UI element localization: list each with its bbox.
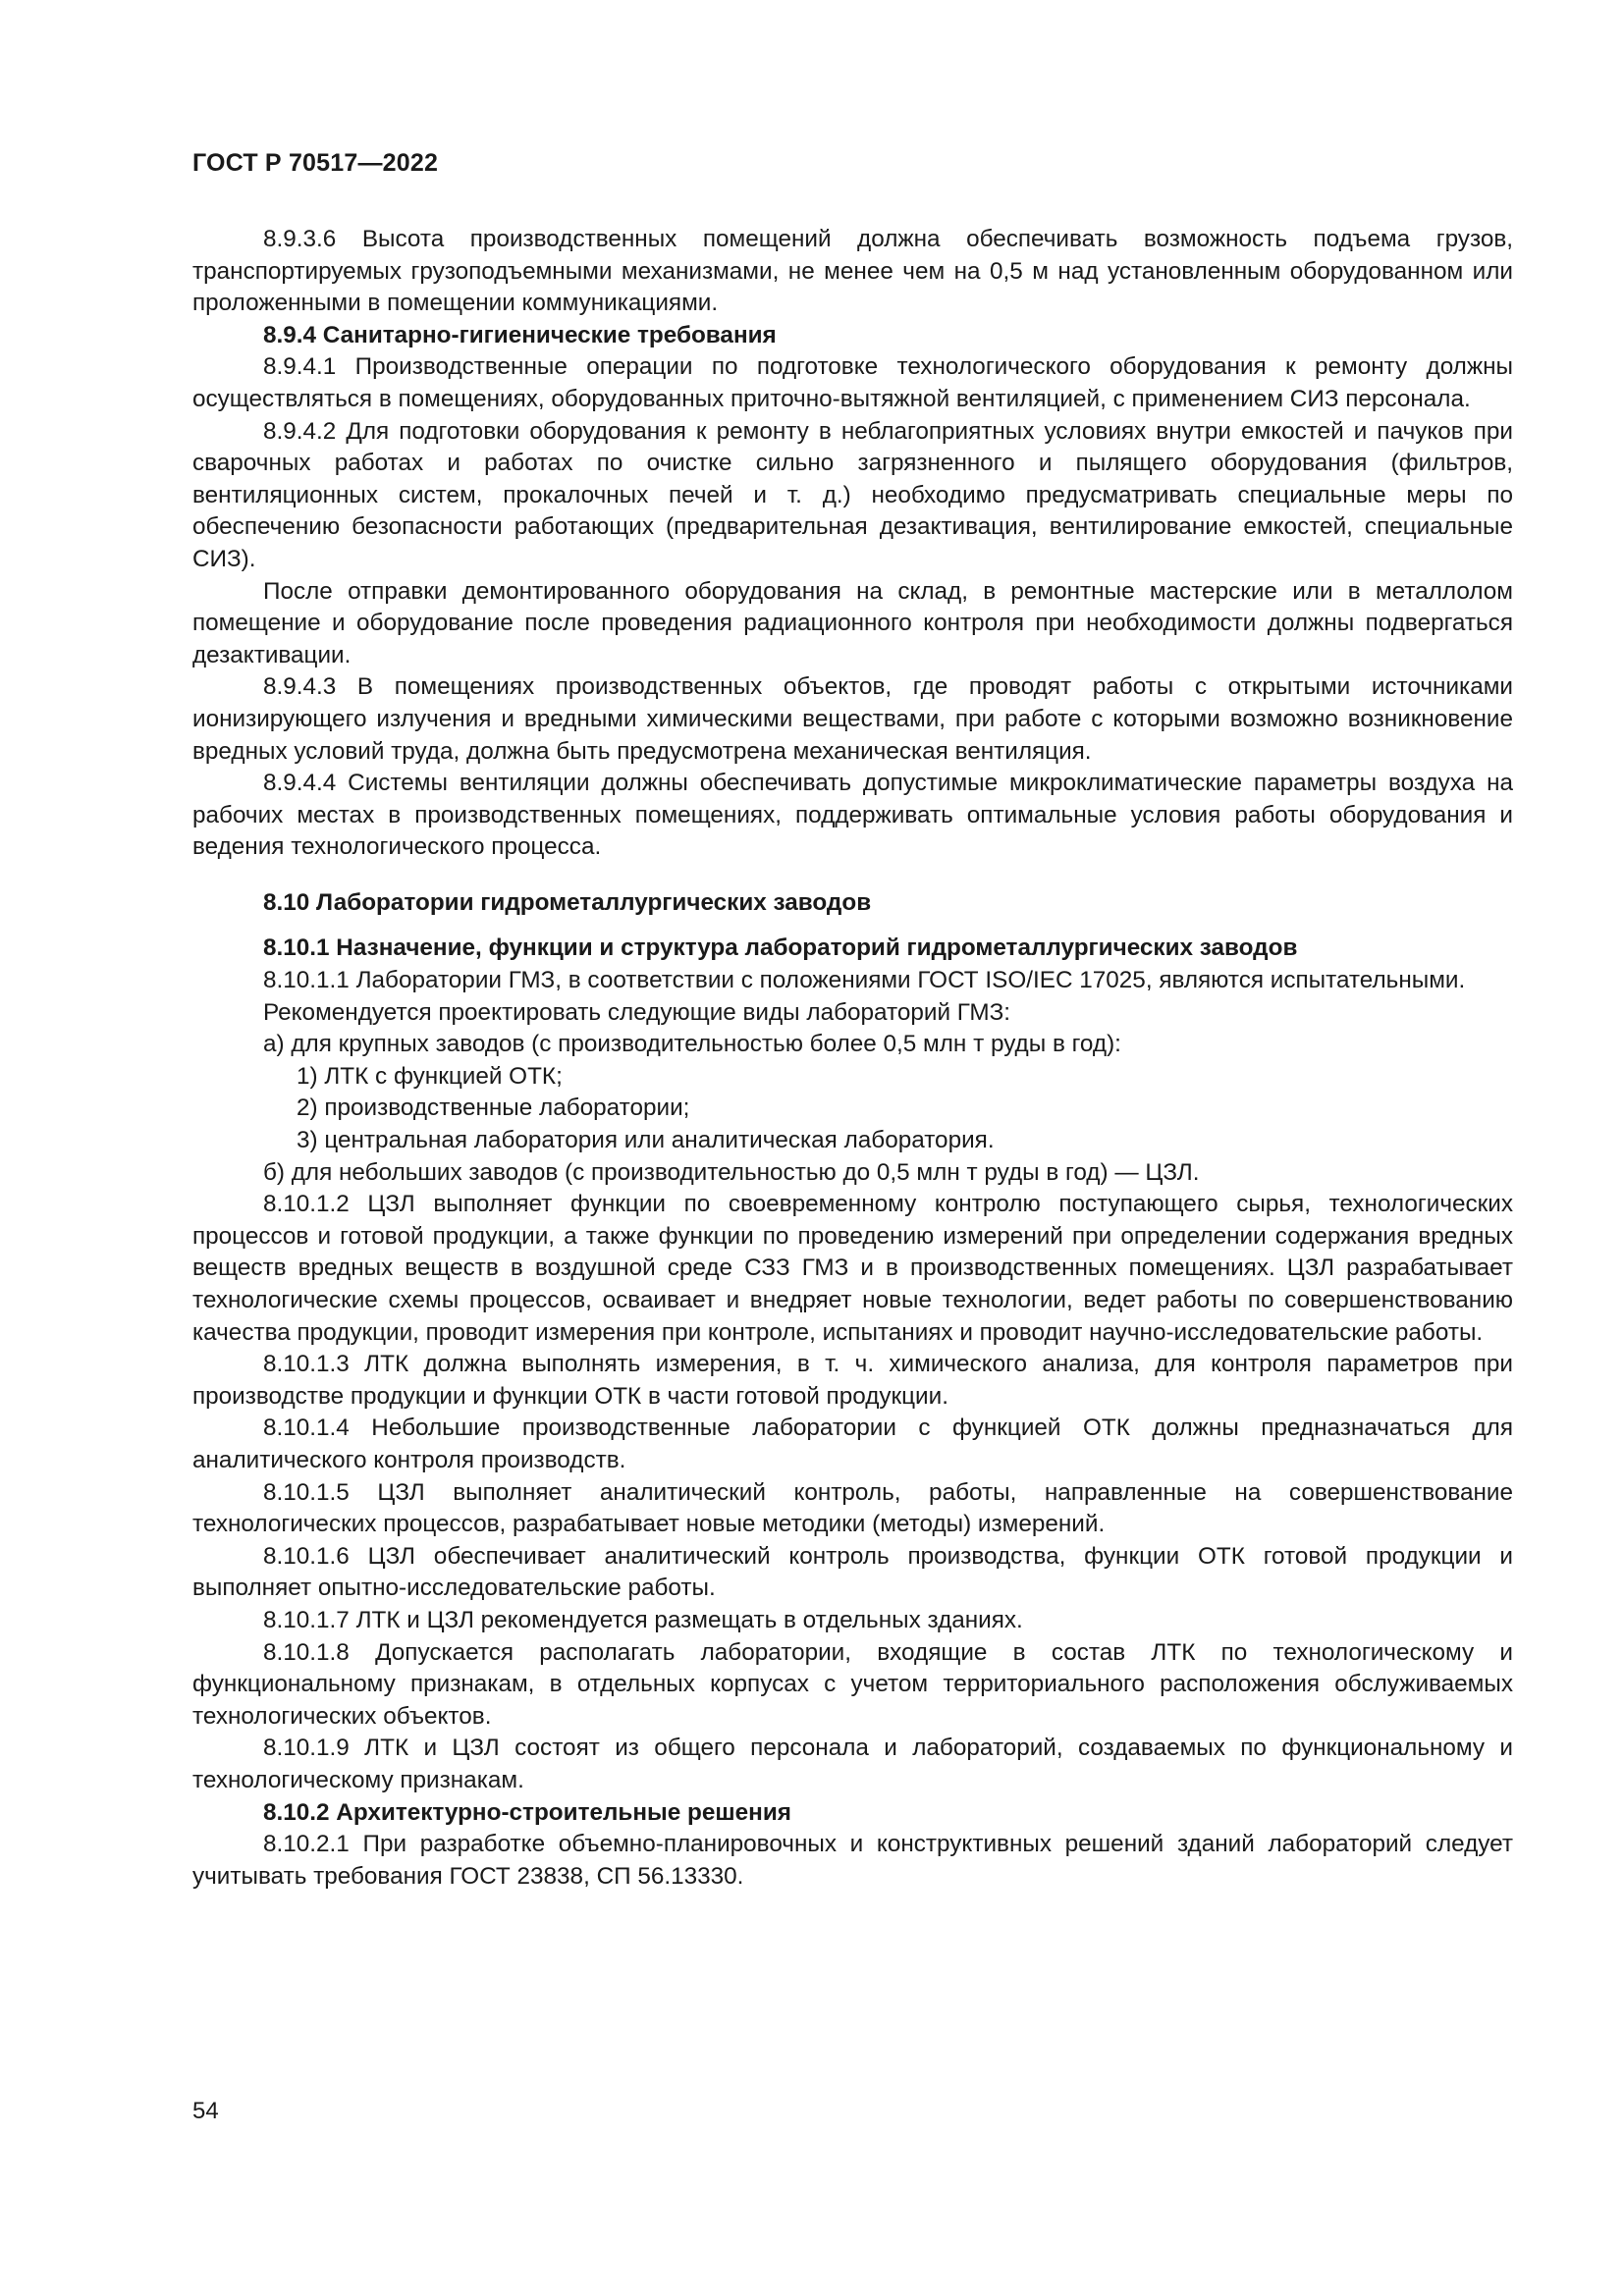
paragraph-8-9-4-2: 8.9.4.2 Для подготовки оборудования к ремонту в неблагоприятных условиях внутри емкостей и пачуков при сварочных работах и работах по очистке сильно загрязненного и пылящего оборудования (фильтров, вентиляционных систем, прокалочных печей и т. д.) необходимо предусматривать специальные меры по обеспечению безопасности работающих (предварительная дезактивация, вентилирование емкостей, специальные СИЗ).	[192, 417, 1513, 572]
paragraph-8-10-1-1: 8.10.1.1 Лаборатории ГМЗ, в соответствии с положениями ГОСТ ISO/IEC 17025, являются испытательными.	[263, 967, 1466, 994]
paragraph-8-10-2-1: 8.10.2.1 При разработке объемно-планировочных и конструктивных решений зданий лабораторий следует учитывать требования ГОСТ 23838, СП 56.13330.	[192, 1831, 1513, 1890]
section-heading-8-10: 8.10 Лаборатории гидрометаллургических заводов	[263, 888, 872, 916]
paragraph-8-10-1-8: 8.10.1.8 Допускается располагать лаборатории, входящие в состав ЛТК по технологическому и функциональному признакам, в отдельных корпусах с учетом территориального расположения обслуживаемых технологических объектов.	[192, 1638, 1513, 1730]
paragraph-8-10-1-4: 8.10.1.4 Небольшие производственные лаборатории с функцией ОТК должны предназначаться для аналитического контроля производств.	[192, 1415, 1513, 1473]
document-body	[192, 224, 1513, 1893]
list-item-a: а) для крупных заводов (с производительностью более 0,5 млн т руды в год):	[263, 1031, 1121, 1058]
paragraph-recommend: Рекомендуется проектировать следующие виды лабораторий ГМЗ:	[263, 998, 1011, 1026]
list-item-a-2: 2) производственные лаборатории;	[297, 1095, 690, 1122]
page-number: 54	[192, 2098, 219, 2124]
paragraph-8-10-1-5: 8.10.1.5 ЦЗЛ выполняет аналитический контроль, работы, направленные на совершенствование технологических процессов, разрабатывает новые методики (методы) измерений.	[192, 1478, 1513, 1538]
paragraph-8-9-4-1: 8.9.4.1 Производственные операции по подготовке технологического оборудования к ремонту должны осуществляться в помещениях, оборудованных приточно-вытяжной вентиляцией, с применением СИЗ персонала.	[192, 353, 1513, 412]
heading-8-10-2: 8.10.2 Архитектурно-строительные решения	[263, 1798, 791, 1826]
paragraph-after-dispatch: После отправки демонтированного оборудования на склад, в ремонтные мастерские или в металлолом помещение и оборудование после проведения радиационного контроля при необходимости должны подвергаться дезактивации.	[192, 577, 1513, 668]
list-item-b: б) для небольших заводов (с производительностью до 0,5 млн т руды в год) — ЦЗЛ.	[263, 1158, 1200, 1186]
paragraph-8-9-3-6: 8.9.3.6 Высота производственных помещений должна обеспечивать возможность подъема грузов, транспортируемых грузоподъемными механизмами, не менее чем на 0,5 м над установленным оборудованном или проложенными в помещении коммуникациями.	[192, 226, 1513, 317]
paragraph-8-10-1-9: 8.10.1.9 ЛТК и ЦЗЛ состоят из общего персонала и лабораторий, создаваемых по функциональному и технологическому признакам.	[192, 1735, 1513, 1793]
list-item-a-3: 3) центральная лаборатория или аналитическая лаборатория.	[297, 1127, 995, 1154]
paragraph-8-10-1-7: 8.10.1.7 ЛТК и ЦЗЛ рекомендуется размещать в отдельных зданиях.	[263, 1606, 1023, 1633]
heading-8-10-1: 8.10.1 Назначение, функции и структура лабораторий гидрометаллургических заводов	[263, 934, 1298, 962]
heading-8-9-4: 8.9.4 Санитарно-гигиенические требования	[263, 321, 777, 348]
paragraph-8-9-4-3: 8.9.4.3 В помещениях производственных объектов, где проводят работы с открытыми источниками ионизирующего излучения и вредными химическими веществами, при работе с которыми возможно возникновение вредных условий труда, должна быть предусмотрена механическая вентиляция.	[192, 673, 1513, 765]
paragraph-8-10-1-6: 8.10.1.6 ЦЗЛ обеспечивает аналитический контроль производства, функции ОТК готовой продукции и выполняет опытно-исследовательские работы.	[192, 1542, 1513, 1602]
paragraph-8-10-1-2: 8.10.1.2 ЦЗЛ выполняет функции по своевременному контролю поступающего сырья, технологических процессов и готовой продукции, а также функции по проведению измерений при определении содержания вредных веществ вредных веществ в воздушной среде СЗЗ ГМЗ и в производственных помещениях. ЦЗЛ разрабатывает технологические схемы процессов, осваивает и внедряет новые технологии, ведет работы по совершенствованию качества продукции, проводит измерения при контроле, испытаниях и проводит научно-исследовательские работы.	[192, 1191, 1513, 1346]
paragraph-8-10-1-3: 8.10.1.3 ЛТК должна выполнять измерения, в т. ч. химического анализа, для контроля параметров при производстве продукции и функции ОТК в части готовой продукции.	[192, 1351, 1513, 1410]
paragraph-8-9-4-4: 8.9.4.4 Системы вентиляции должны обеспечивать допустимые микроклиматические параметры воздуха на рабочих местах в производственных помещениях, поддерживать оптимальные условия работы оборудования и ведения технологического процесса.	[192, 770, 1513, 861]
list-item-a-1: 1) ЛТК с функцией ОТК;	[297, 1062, 563, 1090]
document-header: ГОСТ Р 70517—2022	[192, 149, 439, 177]
